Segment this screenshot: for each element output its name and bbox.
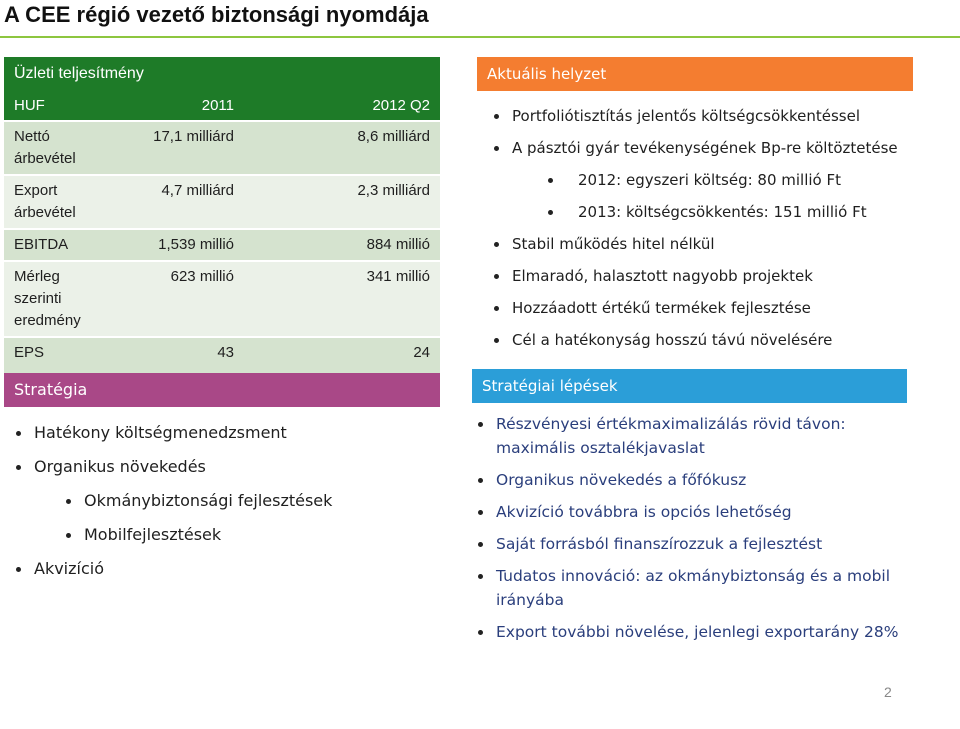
performance-heading: Üzleti teljesítmény xyxy=(4,57,440,91)
list-sub-item: 2013: költségcsökkentés: 151 millió Ft xyxy=(490,198,930,230)
performance-table xyxy=(4,91,440,373)
strategy-list xyxy=(12,419,442,589)
column-header: 2011 xyxy=(201,97,234,114)
list-item: A pásztói gyár tevékenységének Bp-re költöztetése xyxy=(490,134,930,166)
table-row xyxy=(4,337,440,373)
table-row xyxy=(4,175,440,229)
list-sub-item: Okmánybiztonsági fejlesztések xyxy=(12,487,442,521)
list-item: Hatékony költségmenedzsment xyxy=(12,419,442,453)
list-item: Organikus növekedés a főfókusz xyxy=(474,468,914,492)
list-item: Hozzáadott értékű termékek fejlesztése xyxy=(490,294,930,326)
value-2011: 17,1 milliárd xyxy=(114,121,244,175)
column-header: 2012 Q2 xyxy=(372,97,430,114)
strategic-steps-heading: Stratégiai lépések xyxy=(472,369,907,403)
list-item: Cél a hatékonyság hosszú távú növelésére xyxy=(490,326,930,358)
row-label: Export árbevétel xyxy=(4,175,114,229)
list-item: Elmaradó, halasztott nagyobb projektek xyxy=(490,262,930,294)
row-label: Mérleg szerinti eredmény xyxy=(4,261,114,337)
list-item: Saját forrásból finanszírozzuk a fejlesztést xyxy=(474,532,914,556)
list-sub-item: Mobilfejlesztések xyxy=(12,521,442,555)
value-2012: 8,6 milliárd xyxy=(244,121,440,175)
table-row xyxy=(4,229,440,261)
list-item: Részvényesi értékmaximalizálás rövid távon: maximális osztalékjavaslat xyxy=(474,412,914,460)
value-2012: 884 millió xyxy=(244,229,440,261)
slide-title: A CEE régió vezető biztonsági nyomdája xyxy=(4,2,429,27)
list-item: Organikus növekedés xyxy=(12,453,442,487)
current-status-heading: Aktuális helyzet xyxy=(477,57,913,91)
table-header-row xyxy=(4,91,440,121)
strategy-heading: Stratégia xyxy=(4,373,440,407)
table-row xyxy=(4,261,440,337)
value-2011: 623 millió xyxy=(114,261,244,337)
value-2011: 1,539 millió xyxy=(114,229,244,261)
list-sub-item: 2012: egyszeri költség: 80 millió Ft xyxy=(490,166,930,198)
strategic-steps-list xyxy=(474,412,914,652)
value-2012: 24 xyxy=(244,337,440,373)
current-status-list xyxy=(490,102,930,358)
list-item: Stabil működés hitel nélkül xyxy=(490,230,930,262)
title-divider xyxy=(0,36,960,38)
list-item: Akvizíció továbbra is opciós lehetőség xyxy=(474,500,914,524)
list-item: Akvizíció xyxy=(12,555,442,589)
list-item: Portfoliótisztítás jelentős költségcsökkentéssel xyxy=(490,102,930,134)
value-2012: 2,3 milliárd xyxy=(244,175,440,229)
value-2011: 4,7 milliárd xyxy=(114,175,244,229)
table-row xyxy=(4,121,440,175)
page-number: 2 xyxy=(884,684,892,700)
row-label: EBITDA xyxy=(4,229,114,261)
column-header: HUF xyxy=(14,97,45,114)
row-label: EPS xyxy=(4,337,114,373)
value-2011: 43 xyxy=(114,337,244,373)
row-label: Nettó árbevétel xyxy=(4,121,114,175)
list-item: Export további növelése, jelenlegi exportarány 28% xyxy=(474,620,914,644)
value-2012: 341 millió xyxy=(244,261,440,337)
list-item: Tudatos innováció: az okmánybiztonság és a mobil irányába xyxy=(474,564,914,612)
